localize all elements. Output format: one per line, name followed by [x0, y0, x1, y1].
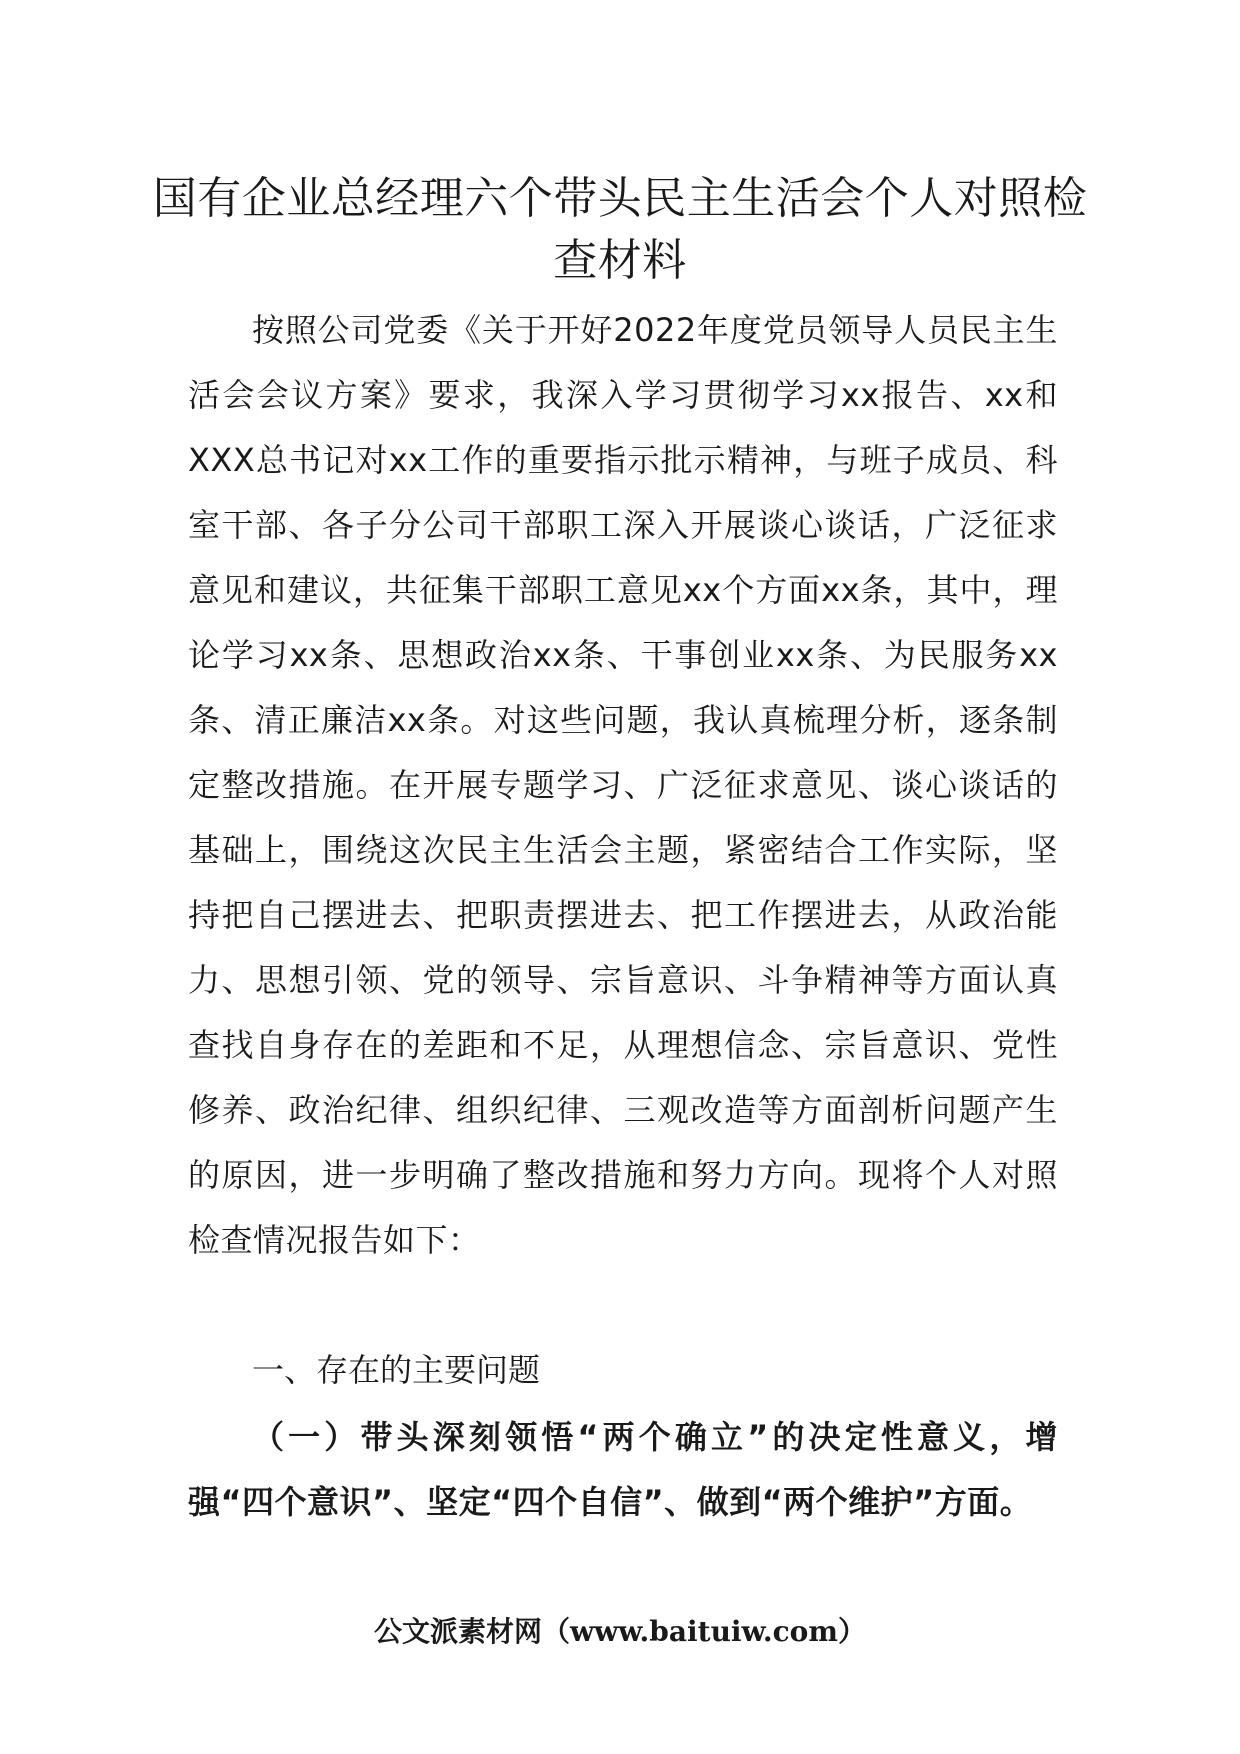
document-title: 国有企业总经理六个带头民主生活会个人对照检查材料: [152, 173, 1088, 286]
section-heading: 一、存在的主要问题: [252, 1351, 541, 1389]
footer-watermark: 公文派素材网（www.baituiw.com）: [374, 1615, 866, 1648]
document-body: [188, 298, 1058, 1273]
body-paragraph: 按照公司党委《关于开好2022年度党员领导人员民主生活会会议方案》要求，我深入学习贯彻学习xx报告、xx和XXX总书记对xx工作的重要指示批示精神，与班子成员、科室干部、各子分公司干部职工深入开展谈心谈话，广泛征求意见和建议，共征集干部职工意见xx个方面xx条，其中，理论学习xx条、思想政治xx条、干事创业xx条、为民服务xx条、清正廉洁xx条。对这些问题，我认真梳理分析，逐条制定整改措施。在开展专题学习、广泛征求意见、谈心谈话的基础上，围绕这次民主生活会主题，紧密结合工作实际，坚持把自己摆进去、把职责摆进去、把工作摆进去，从政治能力、思想引领、党的领导、宗旨意识、斗争精神等方面认真查找自身存在的差距和不足，从理想信念、宗旨意识、党性修养、政治纪律、组织纪律、三观改造等方面剖析问题产生的原因，进一步明确了整改措施和努力方向。现将个人对照检查情况报告如下：: [188, 311, 1058, 1259]
subsection-heading: （一）带头深刻领悟“两个确立”的决定性意义，增强“四个意识”、坚定“四个自信”、做到“两个维护”方面。: [188, 1418, 1058, 1521]
